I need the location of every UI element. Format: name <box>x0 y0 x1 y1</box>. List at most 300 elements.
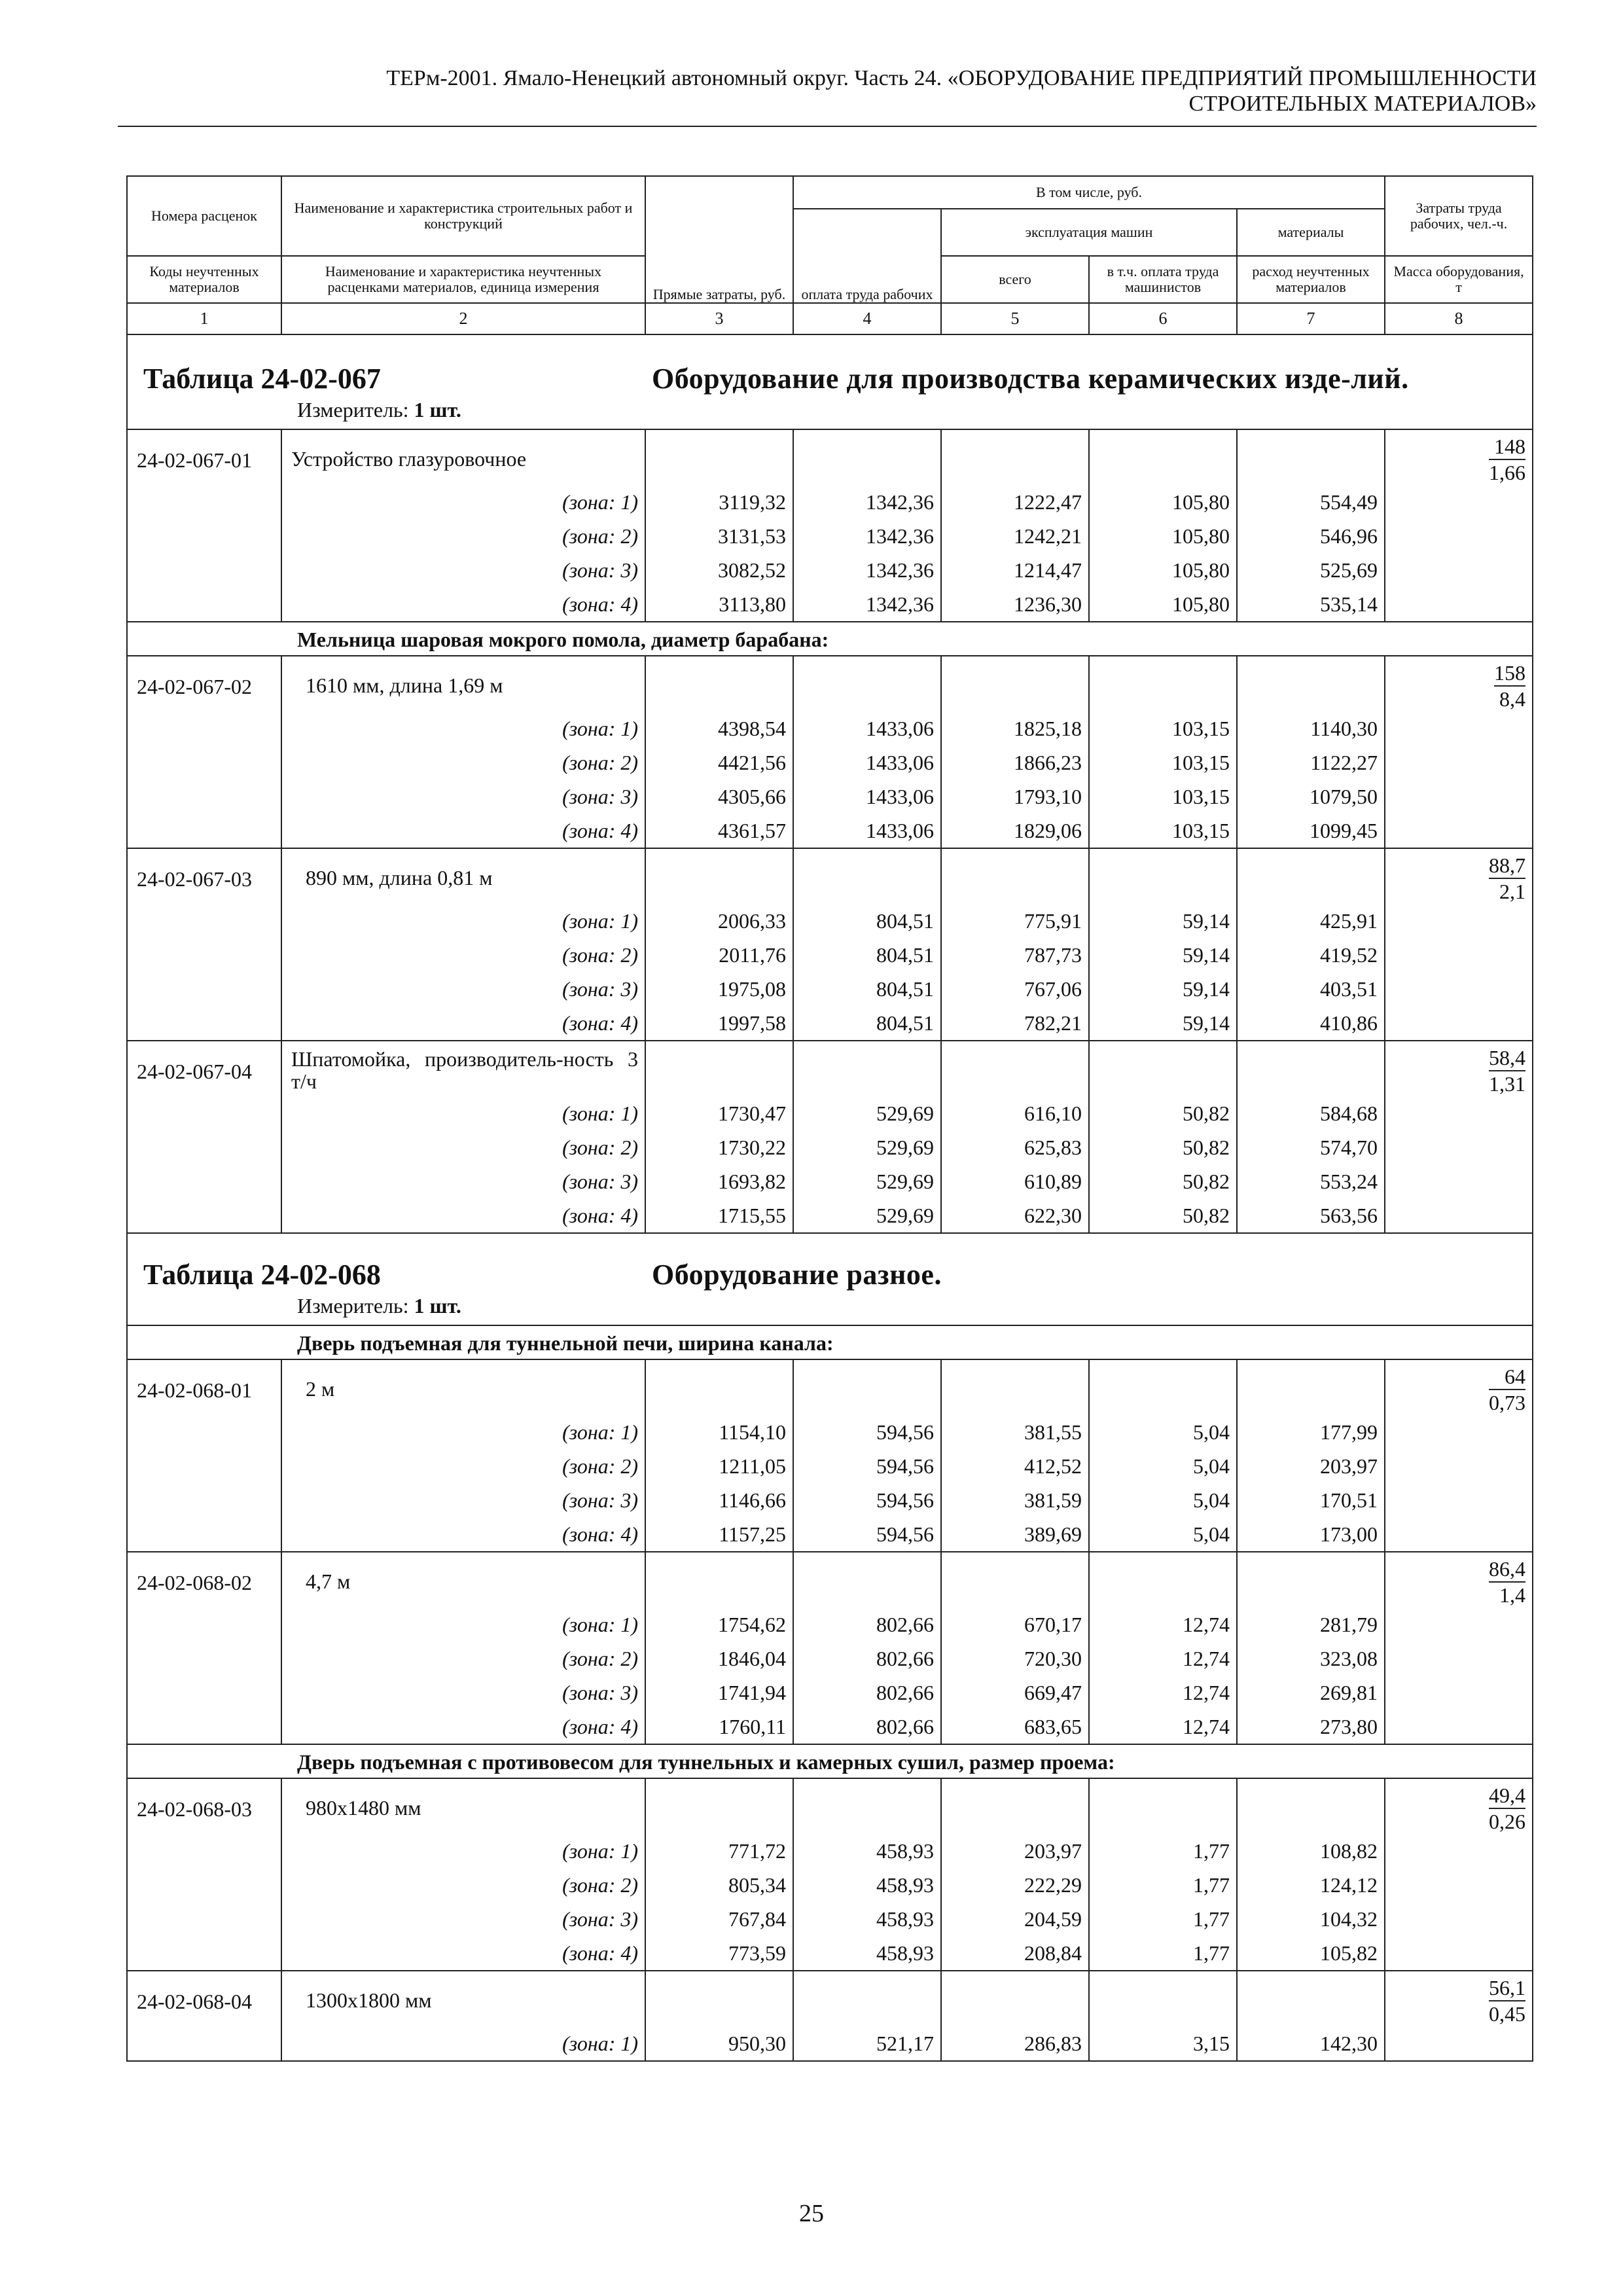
zone-code-empty <box>127 1449 281 1483</box>
measure <box>281 394 1533 429</box>
value-total: 625,83 <box>941 1130 1089 1164</box>
value-direct: 1146,66 <box>645 1483 793 1517</box>
equipment-mass-value: 1,31 <box>1489 1072 1526 1096</box>
value-materials: 104,32 <box>1237 1902 1385 1936</box>
zone-row <box>127 1164 1533 1198</box>
zone-row <box>127 1936 1533 1971</box>
empty-cell <box>1237 429 1385 485</box>
rate-row <box>127 1359 1533 1415</box>
zone-label: (зона: 4) <box>281 1006 645 1041</box>
measure-label: Измеритель: <box>297 398 409 422</box>
value-materials: 1099,45 <box>1237 814 1385 848</box>
zone-row <box>127 553 1533 587</box>
zone-mass-empty <box>1385 1517 1533 1552</box>
zone-mass-empty <box>1385 1936 1533 1971</box>
zone-code-empty <box>127 938 281 972</box>
running-header <box>118 65 1537 117</box>
header-equipment-mass: Масса оборудования, т <box>1385 256 1533 303</box>
value-materials: 546,96 <box>1237 519 1385 553</box>
zone-code-empty <box>127 1006 281 1041</box>
value-worker: 529,69 <box>793 1130 941 1164</box>
zone-label: (зона: 3) <box>281 780 645 814</box>
measure-spacer <box>127 1290 281 1325</box>
value-total: 616,10 <box>941 1096 1089 1130</box>
zone-label: (зона: 1) <box>281 1834 645 1868</box>
value-operator: 59,14 <box>1089 972 1237 1006</box>
zone-mass-empty <box>1385 1676 1533 1710</box>
zone-row <box>127 519 1533 553</box>
zone-code-empty <box>127 519 281 553</box>
zone-row <box>127 814 1533 848</box>
zone-row <box>127 1710 1533 1744</box>
table-body <box>127 334 1533 2061</box>
zone-label: (зона: 1) <box>281 1415 645 1449</box>
labor-mass-fraction <box>1489 1975 1525 2026</box>
empty-cell <box>645 848 793 904</box>
zone-row <box>127 1868 1533 1902</box>
zone-label: (зона: 4) <box>281 587 645 622</box>
zone-code-empty <box>127 1902 281 1936</box>
value-operator: 50,82 <box>1089 1164 1237 1198</box>
value-total: 775,91 <box>941 904 1089 938</box>
labor-mass-fraction <box>1489 1783 1525 1834</box>
zone-code-empty <box>127 711 281 745</box>
rate-code: 24-02-067-02 <box>127 656 281 711</box>
zone-code-empty <box>127 972 281 1006</box>
zone-code-empty <box>127 587 281 622</box>
zone-mass-empty <box>1385 745 1533 780</box>
zone-mass-empty <box>1385 1006 1533 1041</box>
running-header-line2: СТРОИТЕЛЬНЫХ МАТЕРИАЛОВ» <box>1188 92 1537 116</box>
value-worker: 804,51 <box>793 1006 941 1041</box>
zone-label: (зона: 1) <box>281 485 645 519</box>
value-direct: 1846,04 <box>645 1641 793 1676</box>
value-worker: 1342,36 <box>793 553 941 587</box>
zone-label: (зона: 3) <box>281 972 645 1006</box>
header-labor-cost: Затраты труда рабочих, чел.-ч. <box>1385 176 1533 256</box>
zone-mass-empty <box>1385 1483 1533 1517</box>
zone-row <box>127 1096 1533 1130</box>
group-row <box>127 1744 1533 1778</box>
zone-mass-empty <box>1385 938 1533 972</box>
zone-code-empty <box>127 1607 281 1641</box>
value-worker: 802,66 <box>793 1710 941 1744</box>
zone-code-empty <box>127 1641 281 1676</box>
rate-name: 2 м <box>281 1359 645 1415</box>
value-total: 670,17 <box>941 1607 1089 1641</box>
rate-row <box>127 1041 1533 1096</box>
labor-cost-value: 49,4 <box>1489 1783 1525 1809</box>
value-materials: 173,00 <box>1237 1517 1385 1552</box>
mass-cell <box>1385 656 1533 711</box>
value-worker: 1433,06 <box>793 814 941 848</box>
value-operator: 1,77 <box>1089 1868 1237 1902</box>
value-operator: 5,04 <box>1089 1517 1237 1552</box>
value-total: 683,65 <box>941 1710 1089 1744</box>
value-materials: 269,81 <box>1237 1676 1385 1710</box>
value-operator: 105,80 <box>1089 485 1237 519</box>
rate-name: 1610 мм, длина 1,69 м <box>281 656 645 711</box>
value-direct: 3082,52 <box>645 553 793 587</box>
zone-row <box>127 1130 1533 1164</box>
value-materials: 410,86 <box>1237 1006 1385 1041</box>
empty-cell <box>1089 1041 1237 1096</box>
value-operator: 105,80 <box>1089 519 1237 553</box>
rate-code: 24-02-067-01 <box>127 429 281 485</box>
empty-cell <box>1089 656 1237 711</box>
mass-cell <box>1385 848 1533 904</box>
rate-name: Устройство глазуровочное <box>281 429 645 485</box>
zone-label: (зона: 3) <box>281 553 645 587</box>
zone-row <box>127 1607 1533 1641</box>
measure <box>281 1290 1533 1325</box>
zone-label: (зона: 4) <box>281 1936 645 1971</box>
zone-mass-empty <box>1385 2026 1533 2061</box>
zone-row <box>127 1415 1533 1449</box>
zone-code-empty <box>127 780 281 814</box>
value-materials: 1122,27 <box>1237 745 1385 780</box>
labor-cost-value: 158 <box>1494 660 1525 687</box>
rate-row <box>127 1552 1533 1607</box>
value-direct: 1211,05 <box>645 1449 793 1483</box>
zone-code-empty <box>127 553 281 587</box>
value-worker: 458,93 <box>793 1936 941 1971</box>
value-total: 208,84 <box>941 1936 1089 1971</box>
zone-row <box>127 745 1533 780</box>
value-direct: 773,59 <box>645 1936 793 1971</box>
zone-code-empty <box>127 904 281 938</box>
value-total: 622,30 <box>941 1198 1089 1233</box>
empty-cell <box>941 1552 1089 1607</box>
column-number: 2 <box>281 303 645 334</box>
rate-row <box>127 1971 1533 2026</box>
labor-cost-value: 64 <box>1489 1364 1525 1390</box>
empty-cell <box>645 1552 793 1607</box>
value-operator: 50,82 <box>1089 1130 1237 1164</box>
zone-row <box>127 2026 1533 2061</box>
value-worker: 804,51 <box>793 904 941 938</box>
value-materials: 1140,30 <box>1237 711 1385 745</box>
empty-cell <box>645 1778 793 1834</box>
value-operator: 59,14 <box>1089 1006 1237 1041</box>
value-worker: 802,66 <box>793 1676 941 1710</box>
empty-cell <box>793 656 941 711</box>
empty-cell <box>793 429 941 485</box>
zone-label: (зона: 2) <box>281 1449 645 1483</box>
header-machine-ops: эксплуатация машин <box>941 209 1237 256</box>
measure-row <box>127 1290 1533 1325</box>
zone-row <box>127 1483 1533 1517</box>
value-direct: 1754,62 <box>645 1607 793 1641</box>
value-materials: 142,30 <box>1237 2026 1385 2061</box>
value-operator: 1,77 <box>1089 1936 1237 1971</box>
value-direct: 4421,56 <box>645 745 793 780</box>
header-rate-numbers: Номера расценок <box>127 176 281 256</box>
zone-code-empty <box>127 1710 281 1744</box>
value-direct: 1730,47 <box>645 1096 793 1130</box>
value-total: 1222,47 <box>941 485 1089 519</box>
empty-cell <box>1089 1552 1237 1607</box>
zone-label: (зона: 4) <box>281 1710 645 1744</box>
empty-cell <box>941 848 1089 904</box>
table-header <box>127 176 1533 334</box>
header-rule <box>118 126 1537 127</box>
zone-label: (зона: 2) <box>281 745 645 780</box>
value-operator: 105,80 <box>1089 587 1237 622</box>
zone-row <box>127 938 1533 972</box>
value-total: 222,29 <box>941 1868 1089 1902</box>
value-materials: 425,91 <box>1237 904 1385 938</box>
rate-name: 1300х1800 мм <box>281 1971 645 2026</box>
value-operator: 59,14 <box>1089 904 1237 938</box>
header-unaccounted-usage: расход неучтенных материалов <box>1237 256 1385 303</box>
empty-cell <box>1089 1359 1237 1415</box>
zone-mass-empty <box>1385 1449 1533 1483</box>
value-total: 669,47 <box>941 1676 1089 1710</box>
section-title-row <box>127 334 1533 394</box>
measure-value: 1 шт. <box>414 398 461 422</box>
column-number: 1 <box>127 303 281 334</box>
value-direct: 2006,33 <box>645 904 793 938</box>
labor-cost-value: 58,4 <box>1489 1045 1525 1071</box>
mass-cell <box>1385 1041 1533 1096</box>
value-worker: 458,93 <box>793 1902 941 1936</box>
empty-cell <box>1089 1971 1237 2026</box>
zone-row <box>127 1676 1533 1710</box>
value-direct: 1154,10 <box>645 1415 793 1449</box>
value-materials: 403,51 <box>1237 972 1385 1006</box>
empty-cell <box>1089 848 1237 904</box>
mass-cell <box>1385 429 1533 485</box>
value-total: 787,73 <box>941 938 1089 972</box>
group-title: Дверь подъемная с противовесом для туннельных и камерных сушил, размер проема: <box>281 1744 1533 1778</box>
labor-cost-value: 148 <box>1489 434 1525 460</box>
value-total: 1793,10 <box>941 780 1089 814</box>
value-materials: 574,70 <box>1237 1130 1385 1164</box>
zone-code-empty <box>127 485 281 519</box>
zone-label: (зона: 2) <box>281 1641 645 1676</box>
measure-value: 1 шт. <box>414 1294 461 1318</box>
header-operator-pay: в т.ч. оплата труда машинистов <box>1089 256 1237 303</box>
zone-code-empty <box>127 1130 281 1164</box>
rate-code: 24-02-068-03 <box>127 1778 281 1834</box>
value-worker: 1433,06 <box>793 780 941 814</box>
zone-mass-empty <box>1385 1415 1533 1449</box>
labor-mass-fraction <box>1489 1045 1525 1096</box>
zone-row <box>127 904 1533 938</box>
zone-label: (зона: 1) <box>281 711 645 745</box>
labor-mass-fraction <box>1489 434 1525 485</box>
value-materials: 525,69 <box>1237 553 1385 587</box>
header-materials: материалы <box>1237 209 1385 256</box>
value-worker: 594,56 <box>793 1449 941 1483</box>
zone-code-empty <box>127 1415 281 1449</box>
section-title-row <box>127 1233 1533 1290</box>
value-total: 1214,47 <box>941 553 1089 587</box>
value-direct: 1760,11 <box>645 1710 793 1744</box>
empty-cell <box>1237 656 1385 711</box>
value-direct: 771,72 <box>645 1834 793 1868</box>
value-direct: 2011,76 <box>645 938 793 972</box>
value-total: 610,89 <box>941 1164 1089 1198</box>
empty-cell <box>645 656 793 711</box>
value-total: 286,83 <box>941 2026 1089 2061</box>
zone-row <box>127 780 1533 814</box>
labor-mass-fraction <box>1489 1364 1525 1415</box>
value-operator: 103,15 <box>1089 780 1237 814</box>
mass-cell <box>1385 1359 1533 1415</box>
header-work-name: Наименование и характеристика строительных работ и конструкций <box>281 176 645 256</box>
zone-label: (зона: 1) <box>281 904 645 938</box>
empty-cell <box>793 848 941 904</box>
zone-mass-empty <box>1385 1902 1533 1936</box>
empty-cell <box>793 1041 941 1096</box>
zone-label: (зона: 2) <box>281 1130 645 1164</box>
empty-cell <box>941 1359 1089 1415</box>
column-numbers-row <box>127 303 1533 334</box>
rate-name: 890 мм, длина 0,81 м <box>281 848 645 904</box>
value-materials: 203,97 <box>1237 1449 1385 1483</box>
value-materials: 584,68 <box>1237 1096 1385 1130</box>
rate-row <box>127 1778 1533 1834</box>
zone-code-empty <box>127 2026 281 2061</box>
zone-label: (зона: 4) <box>281 1198 645 1233</box>
zone-mass-empty <box>1385 587 1533 622</box>
value-total: 1866,23 <box>941 745 1089 780</box>
value-operator: 103,15 <box>1089 745 1237 780</box>
value-total: 389,69 <box>941 1517 1089 1552</box>
value-operator: 5,04 <box>1089 1449 1237 1483</box>
value-total: 767,06 <box>941 972 1089 1006</box>
value-total: 720,30 <box>941 1641 1089 1676</box>
rate-row <box>127 848 1533 904</box>
group-title: Дверь подъемная для туннельной печи, ширина канала: <box>281 1325 1533 1359</box>
column-number: 4 <box>793 303 941 334</box>
value-worker: 458,93 <box>793 1868 941 1902</box>
value-total: 203,97 <box>941 1834 1089 1868</box>
value-worker: 802,66 <box>793 1607 941 1641</box>
empty-cell <box>941 429 1089 485</box>
rate-code: 24-02-067-03 <box>127 848 281 904</box>
value-materials: 170,51 <box>1237 1483 1385 1517</box>
rate-code: 24-02-067-04 <box>127 1041 281 1096</box>
value-worker: 804,51 <box>793 972 941 1006</box>
value-direct: 4361,57 <box>645 814 793 848</box>
zone-code-empty <box>127 745 281 780</box>
value-operator: 103,15 <box>1089 814 1237 848</box>
header-direct-costs: Прямые затраты, руб. <box>645 176 793 303</box>
zone-code-empty <box>127 1676 281 1710</box>
value-direct: 3113,80 <box>645 587 793 622</box>
empty-cell <box>793 1778 941 1834</box>
value-operator: 1,77 <box>1089 1902 1237 1936</box>
value-materials: 1079,50 <box>1237 780 1385 814</box>
zone-mass-empty <box>1385 553 1533 587</box>
value-worker: 458,93 <box>793 1834 941 1868</box>
column-number: 8 <box>1385 303 1533 334</box>
value-operator: 1,77 <box>1089 1834 1237 1868</box>
zone-label: (зона: 2) <box>281 1868 645 1902</box>
zone-row <box>127 1449 1533 1483</box>
zone-mass-empty <box>1385 1164 1533 1198</box>
value-worker: 594,56 <box>793 1483 941 1517</box>
zone-row <box>127 972 1533 1006</box>
zone-label: (зона: 3) <box>281 1483 645 1517</box>
value-worker: 529,69 <box>793 1164 941 1198</box>
page-number: 25 <box>799 2200 824 2227</box>
zone-row <box>127 1834 1533 1868</box>
value-direct: 1715,55 <box>645 1198 793 1233</box>
zone-mass-empty <box>1385 1641 1533 1676</box>
zone-row <box>127 1006 1533 1041</box>
rate-name: 980х1480 мм <box>281 1778 645 1834</box>
value-direct: 767,84 <box>645 1902 793 1936</box>
value-worker: 529,69 <box>793 1198 941 1233</box>
value-worker: 1342,36 <box>793 485 941 519</box>
value-worker: 804,51 <box>793 938 941 972</box>
zone-row <box>127 1517 1533 1552</box>
rate-name: 4,7 м <box>281 1552 645 1607</box>
zone-code-empty <box>127 1164 281 1198</box>
mass-cell <box>1385 1778 1533 1834</box>
value-worker: 802,66 <box>793 1641 941 1676</box>
value-materials: 108,82 <box>1237 1834 1385 1868</box>
labor-cost-value: 86,4 <box>1489 1556 1525 1583</box>
measure-row <box>127 394 1533 429</box>
value-materials: 323,08 <box>1237 1641 1385 1676</box>
value-total: 381,55 <box>941 1415 1089 1449</box>
value-worker: 529,69 <box>793 1096 941 1130</box>
value-materials: 124,12 <box>1237 1868 1385 1902</box>
measure-spacer <box>127 394 281 429</box>
value-direct: 4305,66 <box>645 780 793 814</box>
mass-cell <box>1385 1552 1533 1607</box>
value-operator: 12,74 <box>1089 1607 1237 1641</box>
zone-row <box>127 587 1533 622</box>
value-total: 1242,21 <box>941 519 1089 553</box>
value-worker: 1342,36 <box>793 519 941 553</box>
zone-mass-empty <box>1385 1130 1533 1164</box>
empty-cell <box>1089 429 1237 485</box>
zone-mass-empty <box>1385 780 1533 814</box>
empty-cell <box>941 1041 1089 1096</box>
value-total: 782,21 <box>941 1006 1089 1041</box>
value-direct: 1741,94 <box>645 1676 793 1710</box>
zone-label: (зона: 1) <box>281 1607 645 1641</box>
value-operator: 3,15 <box>1089 2026 1237 2061</box>
zone-mass-empty <box>1385 814 1533 848</box>
zone-label: (зона: 4) <box>281 1517 645 1552</box>
empty-cell <box>793 1359 941 1415</box>
value-operator: 12,74 <box>1089 1641 1237 1676</box>
value-materials: 554,49 <box>1237 485 1385 519</box>
rate-row <box>127 429 1533 485</box>
labor-cost-value: 56,1 <box>1489 1975 1525 2001</box>
value-direct: 3131,53 <box>645 519 793 553</box>
zone-mass-empty <box>1385 1198 1533 1233</box>
empty-cell <box>793 1971 941 2026</box>
column-number: 6 <box>1089 303 1237 334</box>
zone-row <box>127 485 1533 519</box>
value-direct: 1730,22 <box>645 1130 793 1164</box>
equipment-mass-value: 0,73 <box>1489 1391 1526 1414</box>
header-in-total: В том числе, руб. <box>793 176 1385 209</box>
zone-code-empty <box>127 1096 281 1130</box>
equipment-mass-value: 8,4 <box>1499 687 1526 711</box>
value-worker: 1433,06 <box>793 745 941 780</box>
mass-cell <box>1385 1971 1533 2026</box>
equipment-mass-value: 1,66 <box>1489 461 1526 484</box>
